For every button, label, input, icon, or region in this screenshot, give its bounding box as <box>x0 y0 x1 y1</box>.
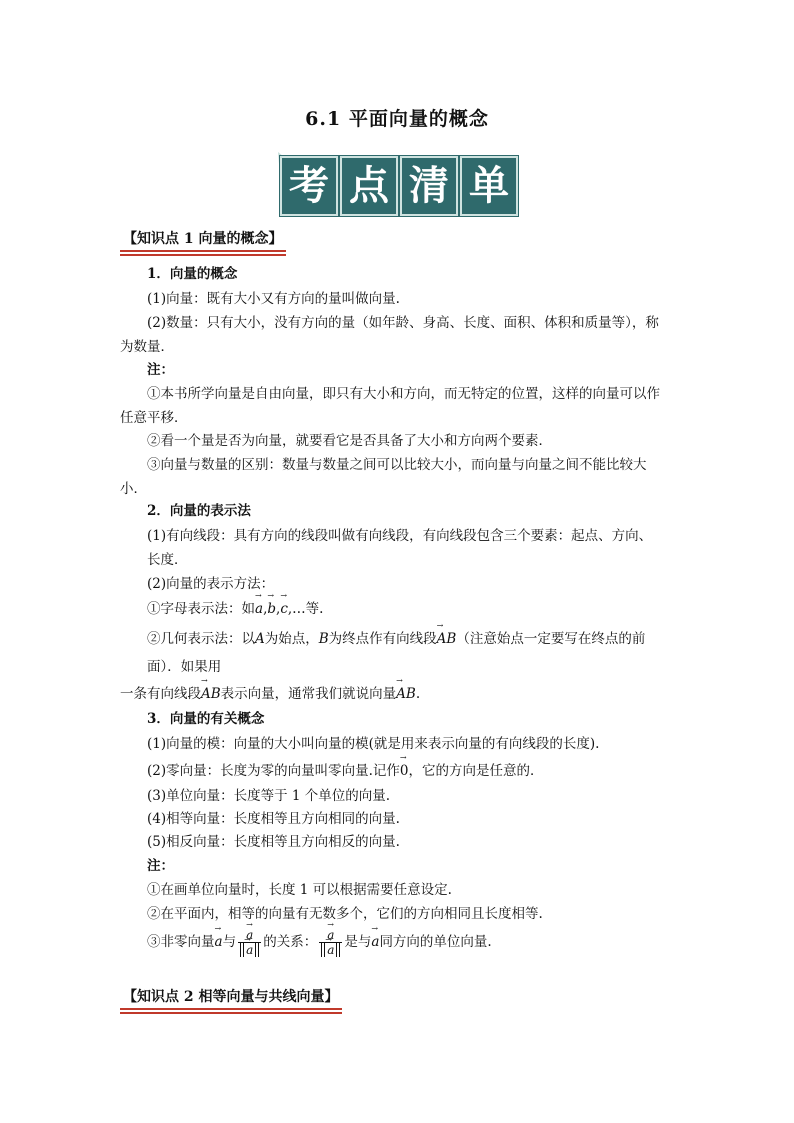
s2-line-5: 面）．如果用 <box>147 659 222 675</box>
vector-a: → a <box>243 943 256 957</box>
banner-char-3: 清 <box>400 156 458 216</box>
s3-note-3-mid2: 的关系： <box>263 934 318 950</box>
knowledge-point-1-label: 【知识点 1 向量的概念】 <box>123 231 283 247</box>
s3-note-3-post: 同方向的单位向量. <box>379 934 492 950</box>
s2-line-3-post: …等. <box>292 601 324 617</box>
s1-line-2b: 为数量． <box>120 339 174 355</box>
s1-note-3a: ③向量与数量的区别：数量与数量之间可以比较大小，而向量与向量之间不能比较大 <box>147 457 647 473</box>
s3-note-label: 注： <box>147 858 174 874</box>
s3-note-3-mid3: 是与 <box>344 934 372 950</box>
knowledge-point-2-label: 【知识点 2 相等向量与共线向量】 <box>123 989 339 1005</box>
s1-note-3b: 小． <box>120 481 147 497</box>
s1-note-2: ②看一个量是否为向量，就要看它是否具备了大小和方向两个要素． <box>147 433 552 449</box>
knowledge-point-2-heading <box>120 986 342 1010</box>
s1-note-label: 注： <box>147 362 174 378</box>
s2-line-6-pre: 一条有向线段 <box>120 686 201 702</box>
s2-line-4 <box>147 627 645 647</box>
vector-b: → b <box>267 601 276 617</box>
s2-line-4-mid: 为始点， <box>264 631 319 647</box>
kaodian-qingdan-banner <box>272 150 524 220</box>
s2-line-6-post: . <box>415 686 421 702</box>
s1-line-2a: (2)数量：只有大小，没有方向的量（如年龄、身高、长度、面积、体积和质量等），称 <box>147 315 659 331</box>
s2-line-3-pre: ①字母表示法：如 <box>147 601 255 617</box>
banner-char-4: 单 <box>460 156 518 216</box>
s3-line-1: (1)向量的模：向量的大小叫向量的模(就是用来表示向量的有向线段的长度). <box>147 736 600 752</box>
s1-line-1: (1)向量：既有大小又有方向的量叫做向量. <box>147 291 400 307</box>
s2-line-4-post: （注意始点一定要写在终点的前 <box>456 631 646 647</box>
s2-line-3 <box>147 597 323 617</box>
s2-line-2: (2)向量的表示方法： <box>147 576 275 592</box>
s2-line-1a: (1)有向线段：具有方向的线段叫做有向线段，有向线段包含三个要素：起点、方向、 <box>147 528 653 544</box>
comma: , <box>263 601 268 617</box>
s3-note-3-pre: ③非零向量 <box>147 934 215 950</box>
s2-line-4-mid2: 为终点作有向线段 <box>328 631 437 647</box>
s2-line-6-mid: 表示向量，通常我们就说向量 <box>220 686 397 702</box>
zero-vector: → 0 <box>400 763 409 779</box>
s3-line-2-pre: (2)零向量：长度为零的向量叫零向量.记作 <box>147 763 400 779</box>
section-2-heading: 2．向量的表示法 <box>147 503 251 519</box>
s3-note-3 <box>147 928 492 957</box>
knowledge-point-1-heading <box>120 228 286 252</box>
vector-a: → a <box>255 601 263 617</box>
point-a: A <box>255 631 265 647</box>
banner-char-1: 考 <box>280 156 338 216</box>
s1-note-1b: 任意平移． <box>120 410 188 426</box>
comma: , <box>276 601 281 617</box>
s2-line-4-pre: ②几何表示法：以 <box>147 631 255 647</box>
vector-c: → c <box>280 601 288 617</box>
s3-line-5: (5)相反向量：长度相等且方向相反的向量. <box>147 834 400 850</box>
point-b: B <box>318 631 329 647</box>
banner-char-2: 点 <box>340 156 398 216</box>
page-title: 6.1 平面向量的概念 <box>305 108 489 130</box>
vector-ab: → AB <box>437 631 457 647</box>
s3-note-2: ②在平面内，相等的向量有无数多个，它们的方向相同且长度相等. <box>147 906 543 922</box>
s3-line-2-post: ，它的方向是任意的． <box>408 763 544 779</box>
s3-line-3: (3)单位向量：长度等于 1 个单位的向量. <box>147 788 391 804</box>
unit-vector-fraction <box>238 928 261 957</box>
s3-line-4: (4)相等向量：长度相等且方向相同的向量. <box>147 811 400 827</box>
vector-a: → a <box>324 943 337 957</box>
s3-note-3-mid: 与 <box>222 934 237 950</box>
section-1-heading: 1．向量的概念 <box>147 266 238 282</box>
s2-line-6 <box>120 682 420 702</box>
vector-ab: → AB <box>201 686 221 702</box>
vector-a: → a <box>246 928 253 942</box>
s1-note-1a: ①本书所学向量是自由向量，即只有大小和方向，而无特定的位置，这样的向量可以作 <box>147 386 660 402</box>
section-3-heading: 3．向量的有关概念 <box>147 711 265 727</box>
vector-a: → a <box>371 934 379 950</box>
s2-line-1b: 长度． <box>147 552 188 568</box>
s3-note-1: ①在画单位向量时，长度 1 可以根据需要任意设定. <box>147 882 452 898</box>
vector-ab: → AB <box>396 686 416 702</box>
vector-a: → a <box>215 934 223 950</box>
vector-a: → a <box>327 928 334 942</box>
s3-line-2 <box>147 759 544 779</box>
comma: , <box>287 601 293 617</box>
unit-vector-fraction <box>319 928 342 957</box>
